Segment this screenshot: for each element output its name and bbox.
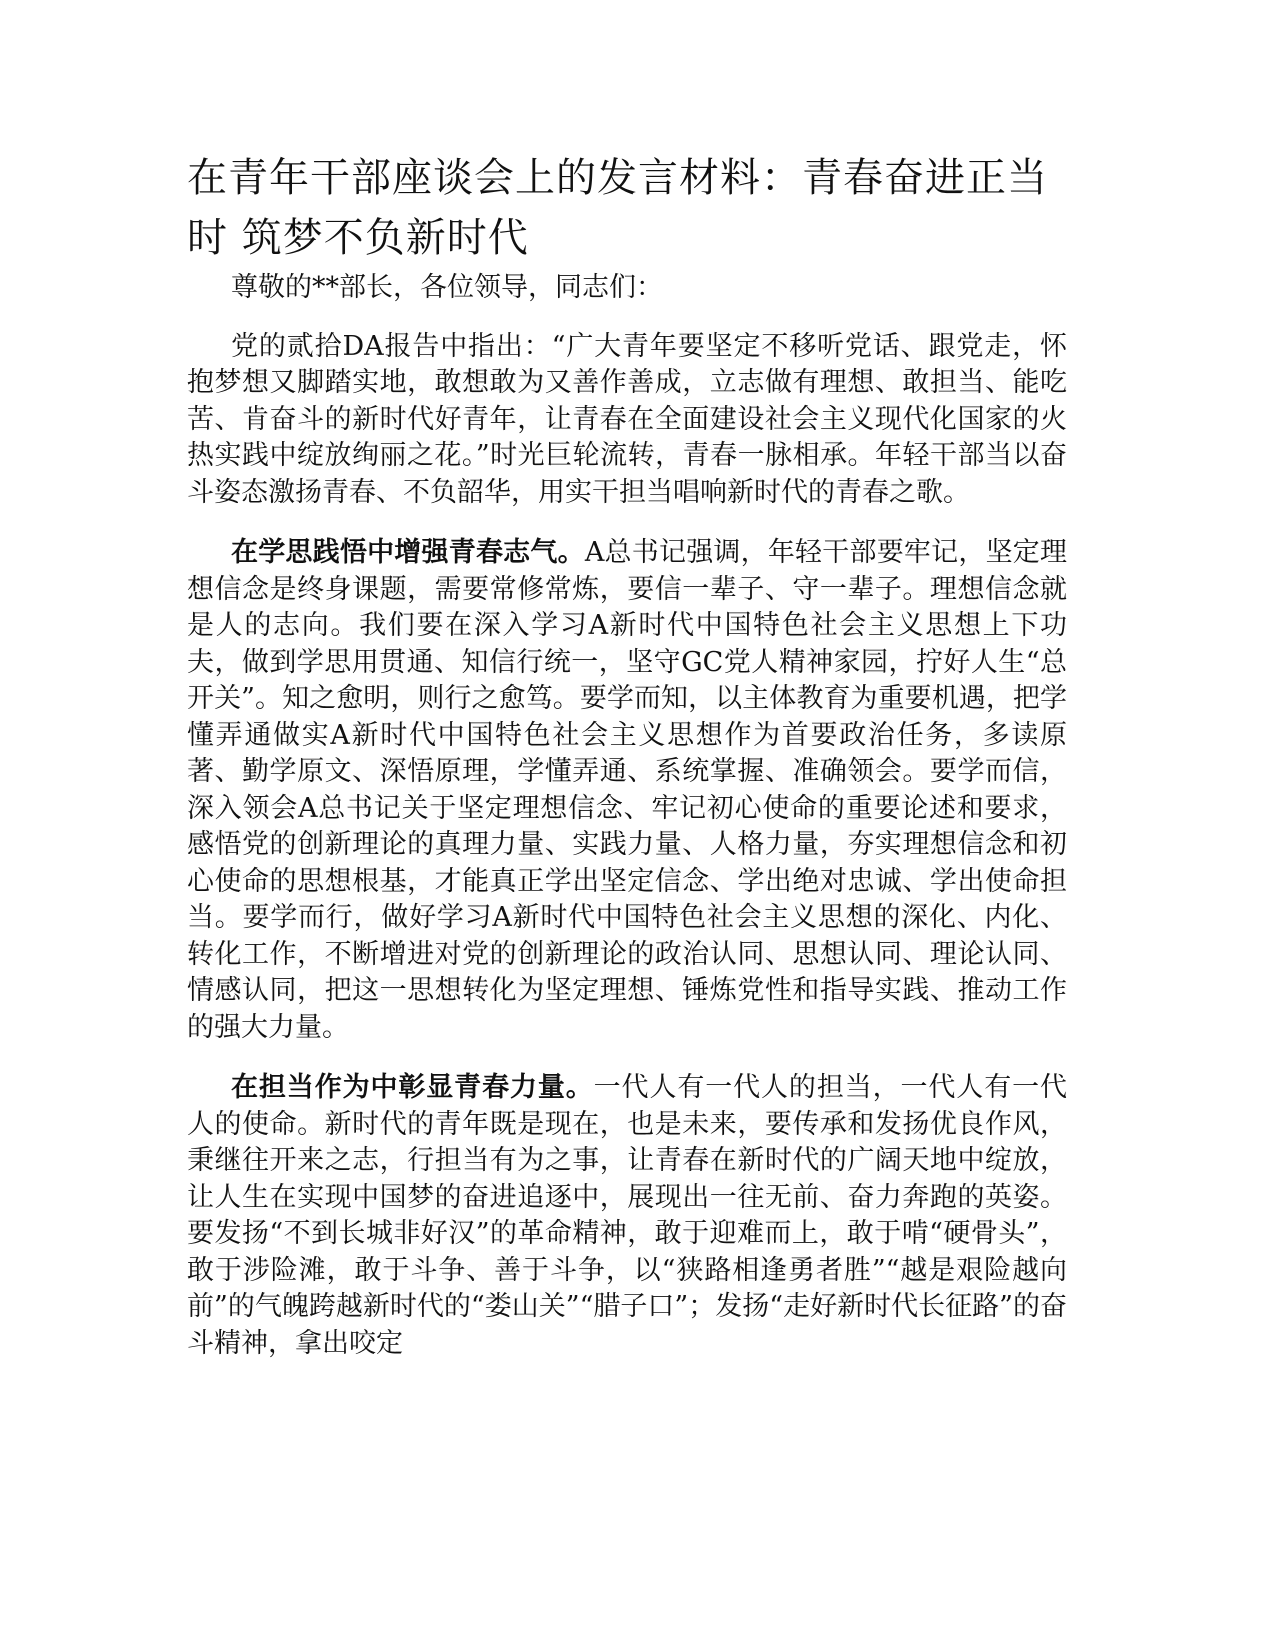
paragraph-3-text: 一代人有一代人的担当，一代人有一代人的使命。新时代的青年既是现在，也是未来，要传承和发扬优良作风，秉继往开来之志，行担当有为之事，让青春在新时代的广阔天地中绽放，让人生在实现中国梦的奋进追逐中，展现出一往无前、奋力奔跑的英姿。要发扬“不到长城非好汉”的革命精神，敢于迎难而上，敢于啃“硬骨头”，敢于涉险滩，敢于斗争、善于斗争，以“狭路相逢勇者胜”“越是艰险越向前”的气魄跨越新时代的“娄山关”“腊子口”；发扬“走好新时代长征路”的奋斗精神，拿出咬定: [187, 1072, 1068, 1359]
body-paragraph-3: [187, 1070, 1067, 1362]
document-body: [187, 270, 1067, 1386]
body-paragraph-2: [187, 535, 1067, 1046]
body-paragraph-1: [187, 329, 1067, 512]
paragraph-1-text: 党的贰拾DA报告中指出：“广大青年要坚定不移听党话、跟党走，怀抱梦想又脚踏实地，敢想敢为又善作善成，立志做有理想、敢担当、能吃苦、肯奋斗的新时代好青年，让青春在全面建设社会主义现代化国家的火热实践中绽放绚丽之花。”时光巨轮流转，青春一脉相承。年轻干部当以奋斗姿态激扬青春、不负韶华，用实干担当唱响新时代的青春之歌。: [187, 330, 1067, 508]
document-title: 在青年干部座谈会上的发言材料：青春奋进正当时 筑梦不负新时代: [187, 155, 1048, 261]
greeting-paragraph: 尊敬的**部长，各位领导，同志们：: [231, 272, 663, 303]
paragraph-3-heading: 在担当作为中彰显青春力量。: [231, 1072, 594, 1103]
paragraph-2-heading: 在学思践悟中增强青春志气。: [231, 537, 585, 568]
paragraph-2-text: A总书记强调，年轻干部要牢记，坚定理想信念是终身课题，需要常修常炼，要信一辈子、守一辈子。理想信念就是人的志向。我们要在深入学习A新时代中国特色社会主义思想上下功夫，做到学思用贯通、知信行统一，坚守GC党人精神家园，拧好人生“总开关”。知之愈明，则行之愈笃。要学而知，以主体教育为重要机遇，把学懂弄通做实A新时代中国特色社会主义思想作为首要政治任务，多读原著、勤学原文、深悟原理，学懂弄通、系统掌握、准确领会。要学而信，深入领会A总书记关于坚定理想信念、牢记初心使命的重要论述和要求，感悟党的创新理论的真理力量、实践力量、人格力量，夯实理想信念和初心使命的思想根基，才能真正学出坚定信念、学出绝对忠诚、学出使命担当。要学而行，做好学习A新时代中国特色社会主义思想的深化、内化、转化工作，不断增进对党的创新理论的政治认同、思想认同、理论认同、情感认同，把这一思想转化为坚定理想、锤炼党性和指导实践、推动工作的强大力量。: [187, 537, 1068, 1043]
